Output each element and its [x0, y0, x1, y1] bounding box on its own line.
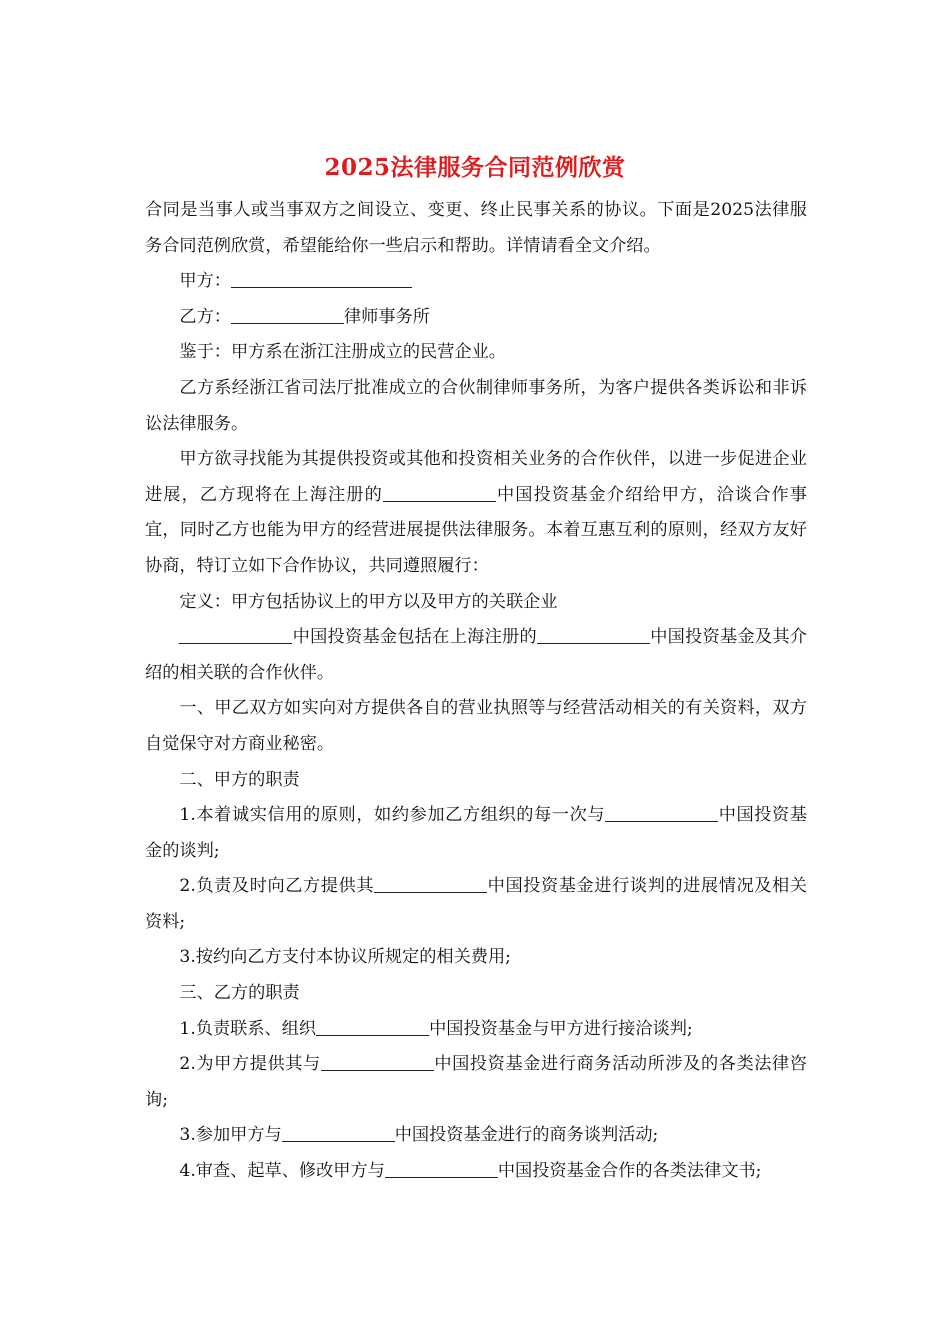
- party-b-blank: [231, 305, 344, 324]
- party-b-line: [145, 300, 807, 336]
- party-a-line: [145, 264, 807, 300]
- document-title: 2025法律服务合同范例欣赏: [324, 154, 626, 181]
- party-a-blank: [231, 269, 412, 288]
- party-a-duty-2-tail: 中国投资基金进行谈判的进展情况及相关资料;: [145, 876, 807, 932]
- party-b-duty-1: [145, 1012, 807, 1048]
- party-a-duty-2: [145, 869, 807, 940]
- party-a-duty-3: 3.按约向乙方支付本协议所规定的相关费用;: [179, 947, 511, 968]
- clause-2-heading: 二、甲方的职责: [179, 769, 300, 790]
- party-b-label: 乙方：: [179, 306, 231, 327]
- whereas-paragraph-1: 鉴于：甲方系在浙江注册成立的民营企业。: [179, 342, 506, 363]
- definition-text-2: 中国投资基金包括在上海注册的: [292, 627, 537, 648]
- definition-paragraph: [145, 620, 807, 691]
- party-b-duty-2-blank: [321, 1052, 434, 1071]
- party-b-duty-1-tail: 中国投资基金与甲方进行接洽谈判;: [429, 1018, 693, 1039]
- clause-1-paragraph: 一、甲乙双方如实向对方提供各自的营业执照等与经营活动相关的有关资料，双方自觉保守对方商业秘密。: [145, 698, 807, 754]
- purpose-blank: [383, 483, 496, 502]
- party-b-duty-4-blank: [385, 1159, 498, 1178]
- definition-blank-2: [537, 625, 650, 644]
- party-a-duty-1: [145, 798, 807, 869]
- party-a-duty-1-blank: [605, 803, 718, 822]
- party-b-duty-3: [145, 1118, 807, 1154]
- party-a-duty-1-text: 1.本着诚实信用的原则，如约参加乙方组织的每一次与: [179, 805, 606, 826]
- party-b-duty-4-text: 4.审查、起草、修改甲方与: [179, 1161, 385, 1182]
- intro-paragraph: 合同是当事人或当事双方之间设立、变更、终止民事关系的协议。下面是2025法律服务合同范例欣赏，希望能给你一些启示和帮助。详情请看全文介绍。: [145, 200, 807, 256]
- party-b-duty-1-blank: [316, 1017, 429, 1036]
- party-b-duty-4-tail: 中国投资基金合作的各类法律文书;: [497, 1161, 762, 1182]
- clause-3-heading: 三、乙方的职责: [179, 983, 300, 1004]
- party-a-duty-2-blank: [374, 874, 487, 893]
- purpose-text-1: 甲方欲寻找能为其提供投资或其他和投资相关业务的合作伙伴，以进一步促进企业进展，乙方现将在上海注册的: [145, 449, 807, 505]
- document-body: [145, 193, 807, 1190]
- definition-blank-1: [179, 625, 292, 644]
- purpose-text-2: 中国投资基金介绍给甲方，洽谈合作事宜，同时乙方也能为甲方的经营进展提供法律服务。本着互惠互利的原则，经双方友好协商，特订立如下合作协议，共同遵照履行：: [145, 484, 807, 576]
- party-b-duty-2: [145, 1047, 807, 1118]
- party-a-duty-2-text: 2.负责及时向乙方提供其: [179, 876, 375, 897]
- party-b-duty-3-blank: [282, 1123, 395, 1142]
- party-b-duty-4: [145, 1154, 807, 1190]
- party-b-duty-1-text: 1.负责联系、组织: [179, 1018, 317, 1039]
- party-b-duty-3-text: 3.参加甲方与: [179, 1125, 282, 1146]
- party-a-label: 甲方：: [179, 271, 231, 292]
- definition-line-1: 定义：甲方包括协议上的甲方以及甲方的关联企业: [179, 591, 558, 612]
- party-b-duty-3-tail: 中国投资基金进行的商务谈判活动;: [394, 1125, 659, 1146]
- whereas-paragraph-2: 乙方系经浙江省司法厅批准成立的合伙制律师事务所，为客户提供各类诉讼和非诉讼法律服务。: [145, 377, 807, 434]
- purpose-paragraph: [145, 442, 807, 584]
- party-b-duty-2-tail: 中国投资基金进行商务活动所涉及的各类法律咨询;: [145, 1054, 807, 1110]
- party-b-duty-2-text: 2.为甲方提供其与: [179, 1054, 321, 1075]
- definition-text-3: 中国投资基金及其介绍的相关联的合作伙伴。: [145, 627, 807, 683]
- party-b-suffix: 律师事务所: [343, 306, 430, 327]
- party-a-duty-1-tail: 中国投资基金的谈判;: [145, 805, 807, 861]
